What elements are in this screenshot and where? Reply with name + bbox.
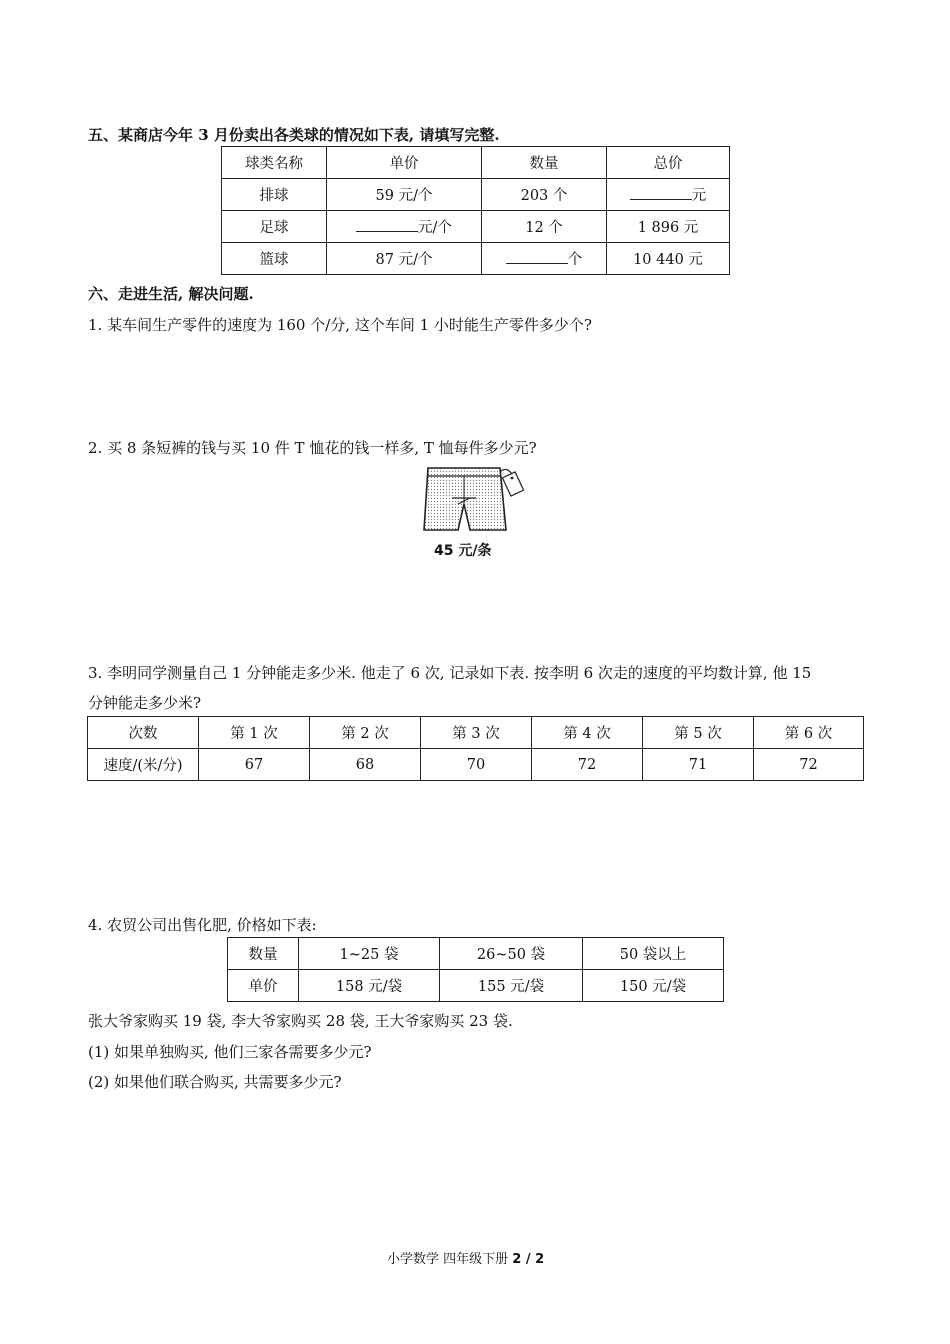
table-header: 球类名称 bbox=[222, 147, 327, 179]
table-row bbox=[222, 211, 730, 243]
trial-header: 第 2 次 bbox=[310, 717, 421, 749]
shorts-icon bbox=[418, 464, 528, 538]
ball-sales-table bbox=[221, 146, 730, 275]
question-3-line1: 3. 李明同学测量自己 1 分钟能走多少米. 他走了 6 次, 记录如下表. 按李明 6 次走的速度的平均数计算, 他 15 bbox=[88, 664, 812, 682]
range-header: 50 袋以上 bbox=[583, 938, 724, 970]
trial-header: 第 6 次 bbox=[754, 717, 864, 749]
speed-value: 71 bbox=[643, 749, 754, 781]
trial-header: 第 5 次 bbox=[643, 717, 754, 749]
price-blank-cell: 元/个 bbox=[327, 211, 482, 243]
table-row bbox=[222, 243, 730, 275]
table-header: 数量 bbox=[482, 147, 607, 179]
total-price: 10 440 元 bbox=[607, 243, 730, 275]
row-label: 单价 bbox=[228, 970, 299, 1002]
page-number: 2 / 2 bbox=[512, 1252, 545, 1267]
table-row bbox=[88, 749, 864, 781]
row-label: 速度/(米/分) bbox=[88, 749, 199, 781]
footer-text: 小学数学 四年级下册 bbox=[387, 1252, 509, 1267]
unit-price: 59 元/个 bbox=[327, 179, 482, 211]
quantity: 12 个 bbox=[482, 211, 607, 243]
shorts-price-label: 45 元/条 bbox=[434, 543, 492, 559]
question-4-info: 张大爷家购买 19 袋, 李大爷家购买 28 袋, 王大爷家购买 23 袋. bbox=[88, 1012, 513, 1030]
question-4-sub1: (1) 如果单独购买, 他们三家各需要多少元? bbox=[88, 1043, 372, 1061]
table-header: 单价 bbox=[327, 147, 482, 179]
question-4: 4. 农贸公司出售化肥, 价格如下表: bbox=[88, 916, 317, 934]
table-header: 总价 bbox=[607, 147, 730, 179]
ball-name: 篮球 bbox=[222, 243, 327, 275]
trial-header: 第 3 次 bbox=[421, 717, 532, 749]
trial-header: 第 4 次 bbox=[532, 717, 643, 749]
unit-price: 87 元/个 bbox=[327, 243, 482, 275]
question-3-line2: 分钟能走多少米? bbox=[88, 694, 202, 712]
speed-value: 72 bbox=[532, 749, 643, 781]
speed-value: 70 bbox=[421, 749, 532, 781]
table-header: 次数 bbox=[88, 717, 199, 749]
speed-value: 68 bbox=[310, 749, 421, 781]
table-row bbox=[222, 179, 730, 211]
speed-value: 67 bbox=[199, 749, 310, 781]
table-row bbox=[228, 970, 724, 1002]
section6-title: 六、走进生活, 解决问题. bbox=[88, 285, 254, 303]
quantity: 203 个 bbox=[482, 179, 607, 211]
question-4-sub2: (2) 如果他们联合购买, 共需要多少元? bbox=[88, 1073, 342, 1091]
range-header: 1~25 袋 bbox=[299, 938, 440, 970]
unit-price: 155 元/袋 bbox=[440, 970, 583, 1002]
trial-header: 第 1 次 bbox=[199, 717, 310, 749]
unit-price: 150 元/袋 bbox=[583, 970, 724, 1002]
ball-name: 足球 bbox=[222, 211, 327, 243]
fertilizer-price-table bbox=[227, 937, 724, 1002]
unit-price: 158 元/袋 bbox=[299, 970, 440, 1002]
question-2: 2. 买 8 条短裤的钱与买 10 件 T 恤花的钱一样多, T 恤每件多少元? bbox=[88, 439, 537, 457]
walking-speed-table bbox=[87, 716, 864, 781]
speed-value: 72 bbox=[754, 749, 864, 781]
qty-blank-cell: 个 bbox=[482, 243, 607, 275]
total-blank-cell: 元 bbox=[607, 179, 730, 211]
page-footer bbox=[387, 1248, 544, 1267]
range-header: 26~50 袋 bbox=[440, 938, 583, 970]
table-header: 数量 bbox=[228, 938, 299, 970]
answer-blank[interactable] bbox=[630, 185, 692, 200]
answer-blank[interactable] bbox=[506, 249, 568, 264]
section5-title: 五、某商店今年 3 月份卖出各类球的情况如下表, 请填写完整. bbox=[88, 126, 500, 144]
total-price: 1 896 元 bbox=[607, 211, 730, 243]
answer-blank[interactable] bbox=[356, 217, 418, 232]
question-1: 1. 某车间生产零件的速度为 160 个/分, 这个车间 1 小时能生产零件多少个? bbox=[88, 316, 592, 334]
ball-name: 排球 bbox=[222, 179, 327, 211]
